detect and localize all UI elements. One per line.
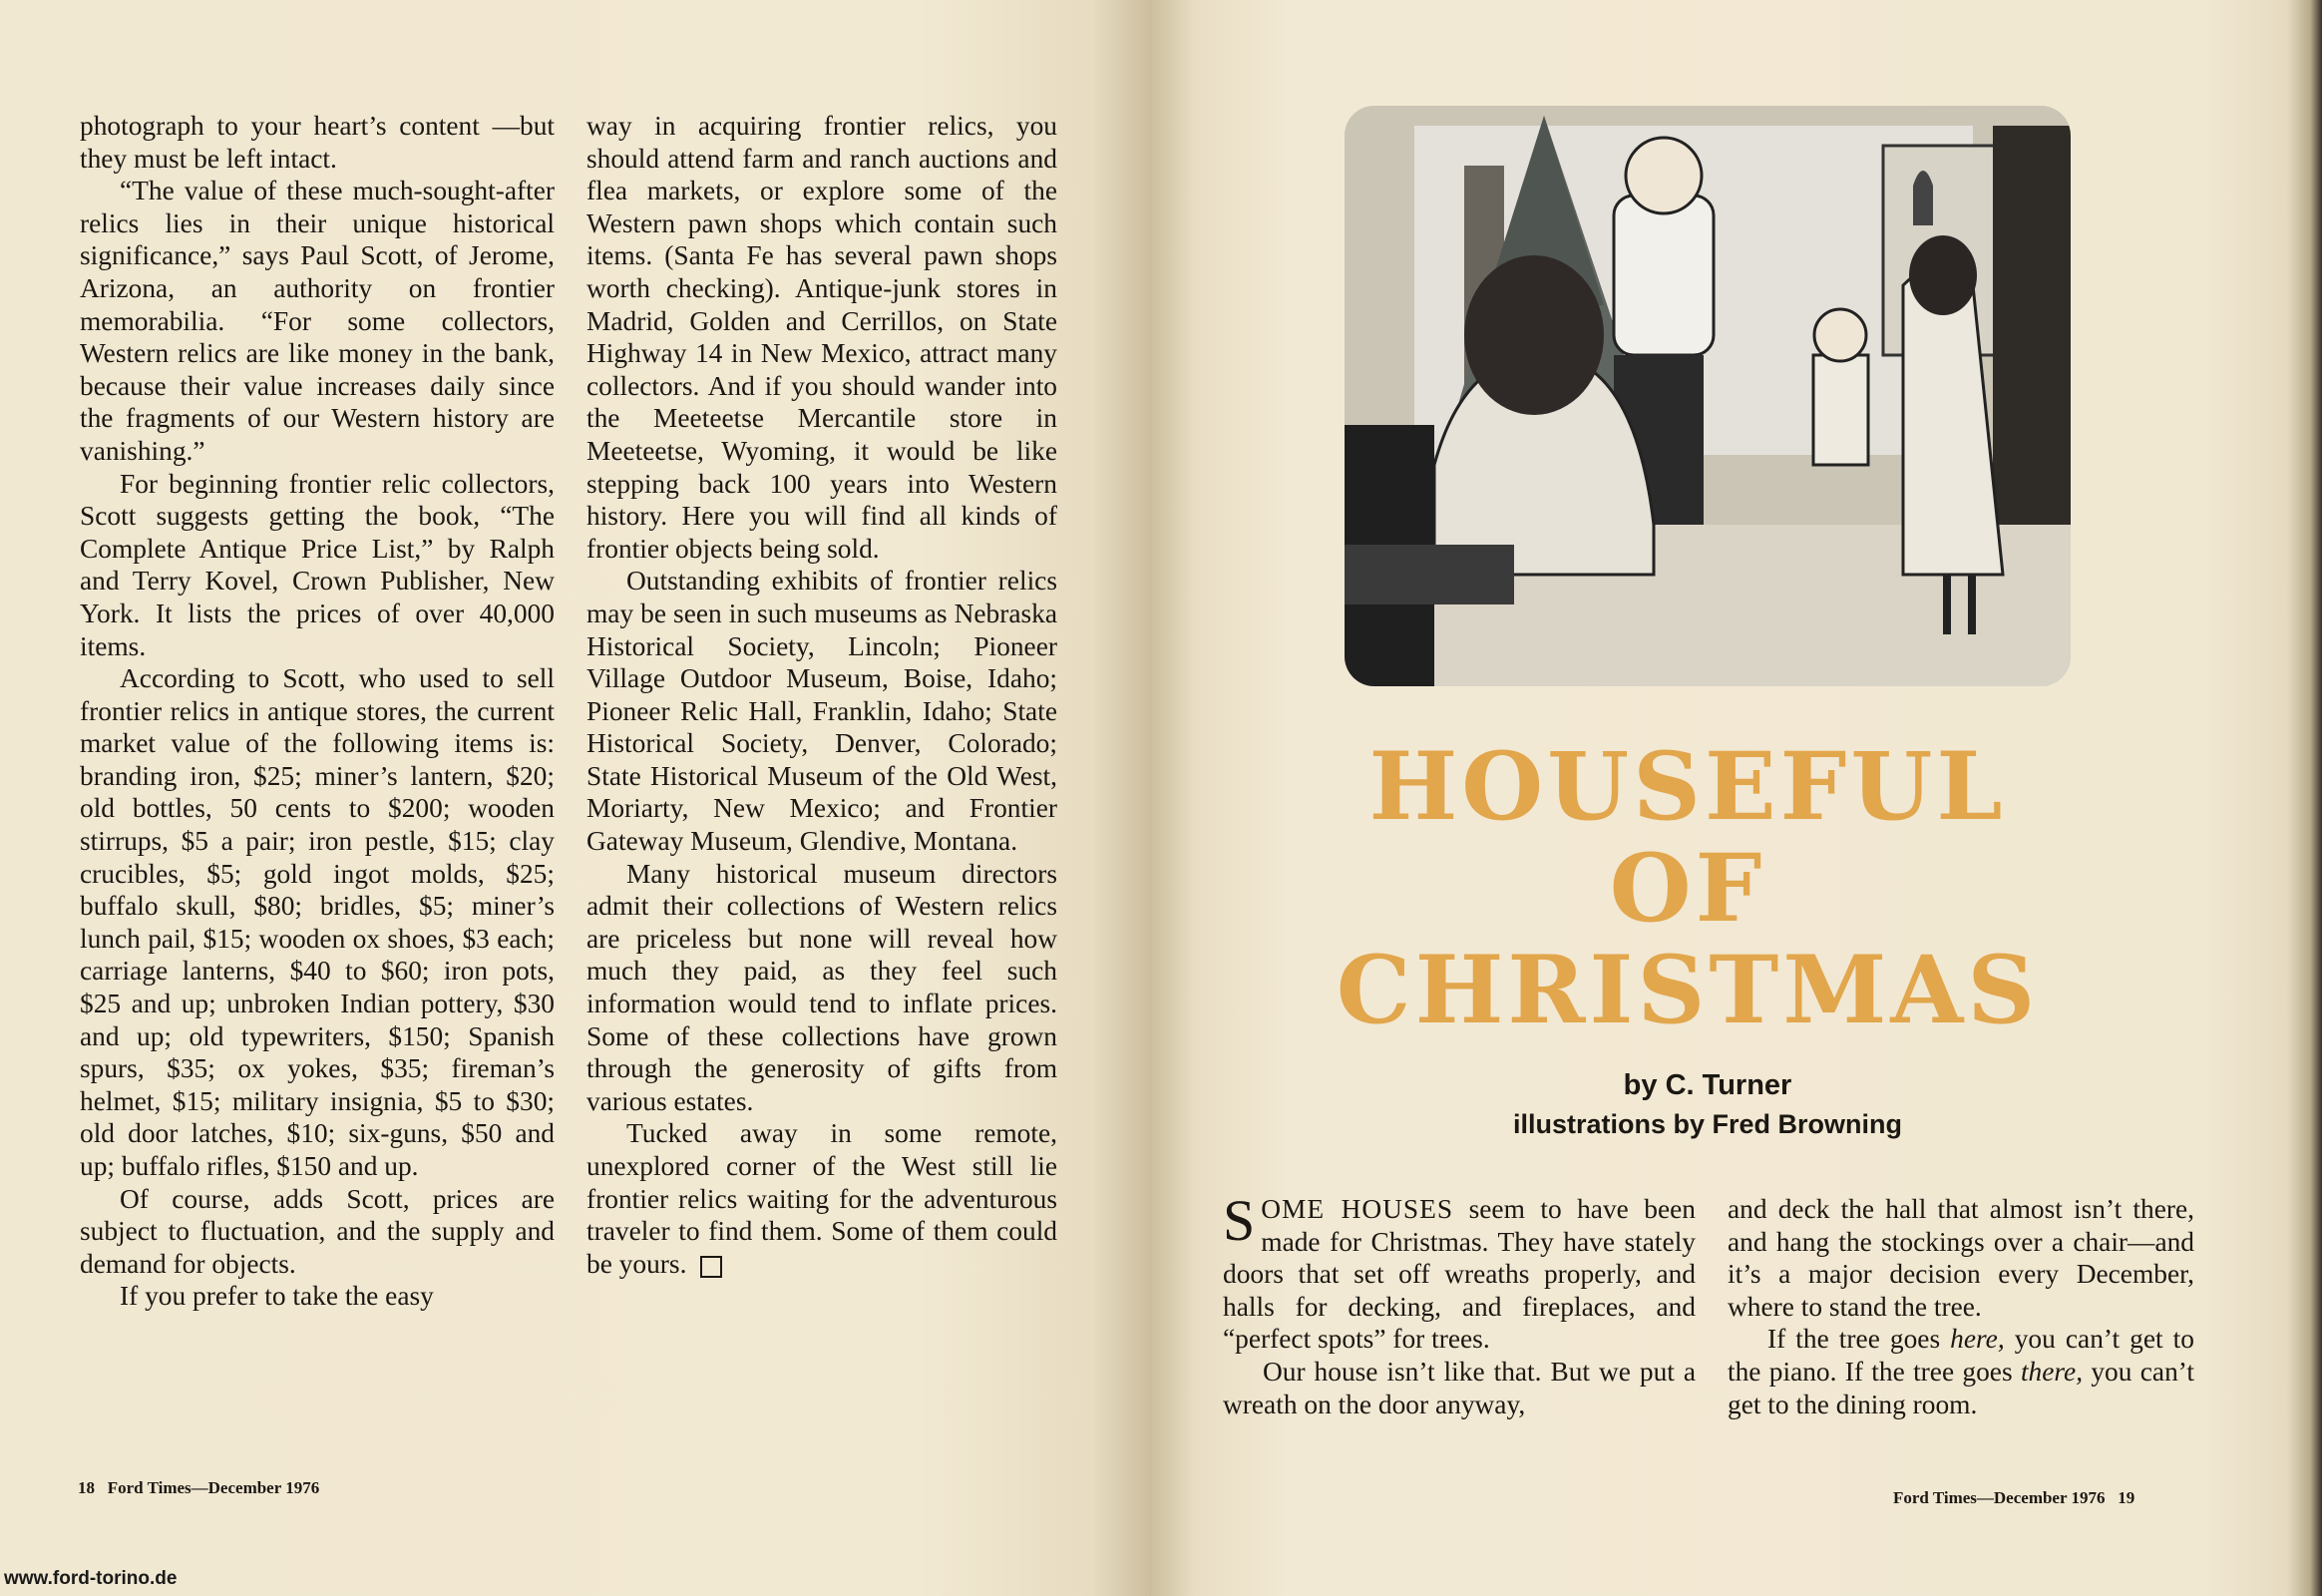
page-number: 18: [78, 1478, 95, 1497]
folio-text: Ford Times—December 1976: [1893, 1488, 2106, 1507]
paragraph: Outstanding exhibits of frontier relics may be seen in such museums as Nebraska Historical Society, Lincoln; Pioneer Village Outdoor Museum, Boise, Idaho; Pioneer Relic Hall, Franklin, Idaho; State Historical Society, Denver, Colorado; State Historical Museum of the Old West, Moriarty, New Mexico; and Frontier Gateway Museum, Glendive, Montana.: [586, 566, 1057, 857]
small-caps-lead: OME HOUSES: [1261, 1194, 1454, 1224]
piano-keys: [1345, 545, 1514, 604]
right-column-2: [1728, 1193, 2194, 1420]
title-line: OF: [1609, 834, 1766, 944]
watermark: www.ford-torino.de: [4, 1568, 178, 1589]
paragraph: If you prefer to take the easy: [120, 1281, 434, 1312]
text-run: If the tree goes: [1767, 1324, 1951, 1355]
bookshelf: [1993, 126, 2071, 525]
paragraph: According to Scott, who used to sell frontier relics in antique stores, the current market value of the following items is: branding iron, $25; miner’s lantern, $20; old bottles, 50 cents to $200; wooden stirrups, $5 a pair; iron pestle, $15; clay crucibles, $5; gold ingot molds, $25; buffalo skull, $80; bridles, $5; miner’s lunch pail, $15; wooden ox shoes, $3 each; carriage lanterns, $40 to $60; iron pots, $25 and up; unbroken Indian pottery, $30 and up; old typewriters, $150; Spanish spurs, $35; ox yokes, $35; fireman’s helmet, $15; military insignia, $5 to $30; old door latches, $10; six-guns, $50 and up; buffalo rifles, $150 and up.: [80, 663, 555, 1181]
paragraph: photograph to your heart’s content —but they must be left intact.: [80, 111, 555, 174]
left-page: [0, 0, 1149, 1596]
paragraph-text: Tucked away in some remote, unexplored corner of the West still lie frontier relics waiting for the adventurous traveler to find them. Some of them could be yours.: [586, 1118, 1057, 1279]
father-head: [1626, 138, 1702, 213]
left-column-2: [586, 110, 1057, 1280]
paragraph-text: seem to have been made for Christmas. They have stately doors that set off wreaths properly, and halls for decking, and fireplaces, and “perfect spots” for trees.: [1223, 1194, 1696, 1355]
paragraph: Many historical museum directors admit their collections of Western relics are priceless but none will reveal how much they paid, as they feel such information would tend to inflate prices. Some of these collections have grown through the generosity of gifts from various estates.: [586, 858, 1057, 1116]
title-line: CHRISTMAS: [1336, 936, 2040, 1045]
father-shirt: [1614, 196, 1714, 355]
wall-sconce: [1913, 171, 1933, 225]
older-girl-hair: [1909, 235, 1977, 315]
paragraph: For beginning frontier relic collectors, Scott suggests getting the book, “The Complete Antique Price List,” by Ralph and Terry Kovel, Crown Publisher, New York. It lists the prices of over 40,000 items.: [80, 468, 555, 661]
drop-cap: S: [1223, 1188, 1256, 1253]
title-line: HOUSEFUL: [1368, 732, 2007, 842]
paragraph: way in acquiring frontier relics, you should attend farm and ranch auctions and flea markets, or explore some of the Western pawn shops which contain such items. (Santa Fe has several pawn shops worth checking). Antique-junk stores in Madrid, Golden and Cerrillos, on State Highway 14 in New Mexico, attract many collectors. And if you should wander into the Meeteetse Mercantile store in Meeteetse, Wyoming, it would be like stepping back 100 years into Western history. Here you will find all kinds of frontier objects being sold.: [586, 111, 1057, 564]
page-folio-right: [1893, 1488, 2134, 1508]
page-number: 19: [2118, 1488, 2135, 1507]
paragraph: [1728, 1323, 2194, 1420]
paragraph: [586, 1117, 1057, 1280]
paragraph: “The value of these much-sought-after relics lies in their unique historical significance,” says Paul Scott, of Jerome, Arizona, an authority on frontier memorabilia. “For some collectors, Western relics are like money in the bank, because their value increases daily since the fragments of our Western history are vanishing.”: [80, 176, 555, 466]
italic-text: here,: [1950, 1324, 2005, 1355]
small-child: [1813, 355, 1868, 465]
family-tree-illustration: [1345, 106, 2071, 686]
author-byline: by C. Turner: [1623, 1069, 1792, 1101]
italic-text: there,: [2020, 1356, 2084, 1387]
illustrator-credit: illustrations by Fred Browning: [1512, 1109, 1903, 1139]
paragraph: and deck the hall that almost isn’t there, and hang the stockings over a chair—and it’s a major decision every December, where to stand the tree.: [1728, 1194, 2194, 1322]
girl-hair: [1464, 255, 1604, 415]
text-run: you can’t get to the dining room.: [1728, 1356, 2194, 1419]
end-mark-icon: [700, 1256, 722, 1278]
christmas-illustration: [1345, 106, 2071, 686]
article-title: [1299, 732, 2077, 1045]
paragraph: [1223, 1188, 1696, 1356]
folio-text: Ford Times—December 1976: [107, 1478, 320, 1497]
right-page: [1149, 0, 2322, 1596]
paragraph: Our house isn’t like that. But we put a wreath on the door anyway,: [1223, 1356, 1696, 1419]
left-column-1: [80, 110, 555, 1313]
right-column-1: [1223, 1188, 1696, 1420]
text-run: you can’t get to the piano. If the tree goes: [1728, 1324, 2194, 1387]
page-folio-left: [78, 1478, 319, 1498]
paragraph: Of course, adds Scott, prices are subject to fluctuation, and the supply and demand for objects.: [80, 1183, 555, 1279]
